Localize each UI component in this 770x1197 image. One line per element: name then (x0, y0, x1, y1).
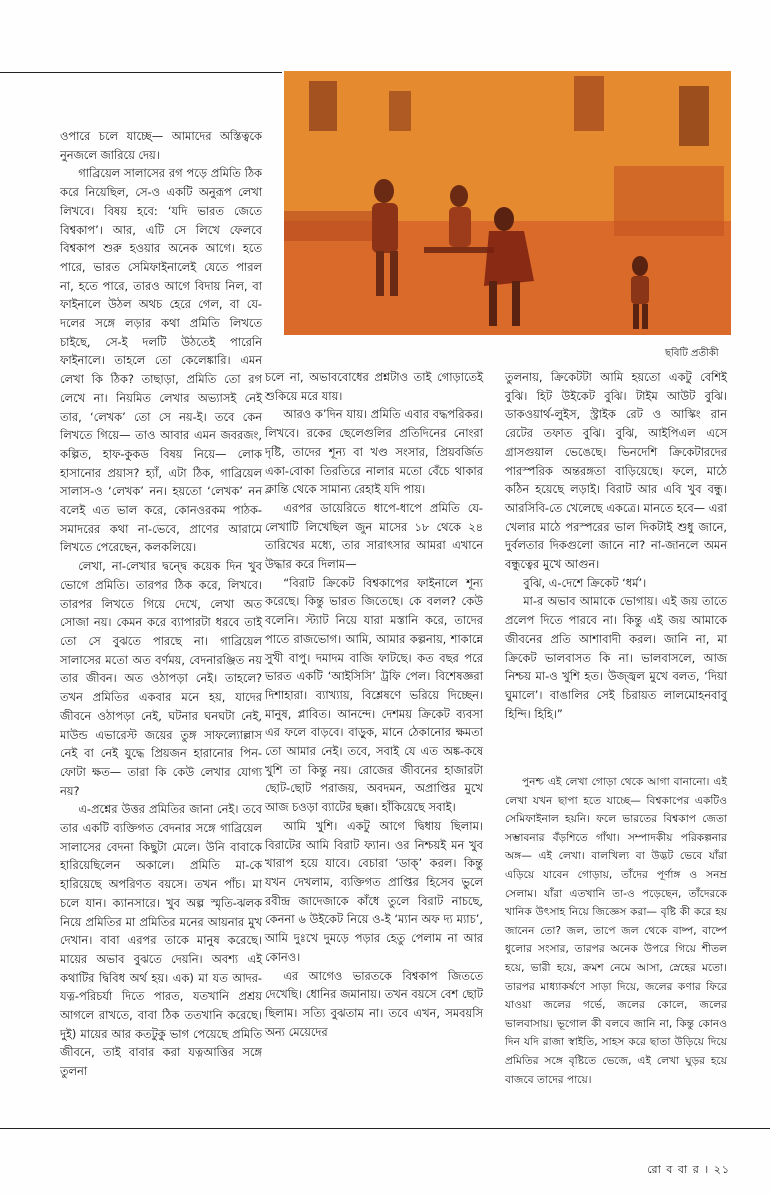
paragraph: এ-প্রশ্নের উত্তর প্রমিতির জানা নেই। তবে তার একটি ব্যক্তিগত বেদনার সঙ্গে গাব্রিয়েল সালাসের বেদনা কিছুটা মেলে। উনি বাবাকে হারিয়েছিলেন অকালে। প্রমিতি মা-কে হারিয়েছে অপরিণত বয়সে। তখন পাঁচ। মা চলে যান। ক্যানসারে। খুব অল্প স্মৃতি-ঝলক নিয়ে প্রমিতির মা প্রমিতির মনের আয়নার মুখ দেখান। বাবা এরপর তাকে মানুষ করেছে। মায়ের অভাব বুঝতে দেয়নি। অবশ্য এই কথাটির দ্বিবিধ অর্থ হয়। এক) মা যত আদর-যত্ন-পরিচর্যা দিতে পারত, যতখানি প্রশ্রয় আগলে রাখতে, বাবা ঠিক ততখানি করেছে। দুই) মায়ের আর কতটুকু ভাগ পেয়েছে প্রমিতি জীবনে, তাই বাবার করা যত্নআত্তির সঙ্গে তুলনা (60, 802, 262, 1079)
article-column-2 (265, 368, 483, 1041)
article-photo (284, 71, 731, 335)
paragraph: গাব্রিয়েল সালাসের রগ পড়ে প্রমিতি ঠিক করে নিয়েছিল, সে-ও একটি অনুরূপ লেখা লিখবে। বিষয় হবে: ‘যদি ভারত জেতে বিশ্বকাপ’। আর, এটি সে লিখে ফেলবে বিশ্বকাপ শুরু হওয়ার অনেক আগে। হতে পারে, ভারত সেমিফাইনালেই যেতে পারল না, হতে পারে, তারও আগে বিদায় নিল, বা ফাইনালে উঠল অথচ হেরে গেল, বা যে-দলের সঙ্গে লড়ার কথা প্রমিতি লিখতে চাইছে, সে-ই দলটি উঠতেই পারেনি ফাইনালে। তাহলে তো কেলেঙ্কারি। এমন লেখা কি ঠিক? তাছাড়া, প্রমিতি তো রগ লেখে না। নিয়মিত লেখার অভ্যাসই নেই তার, ‘লেখক’ তো সে নয়-ই। তবে কেন লিখতে গিয়ে— তাও আবার এমন জবরজং, কল্পিত, হাফ-কুকড বিষয় নিয়ে— লোক হাসানোর প্রয়াস? হ্যাঁ, এটা ঠিক, গাব্রিয়েল সালাস-ও ‘লেখক’ নন। হয়তো ‘লেখক’ নন বলেই এত ভাল করে, কোনওরকম পাঠক-সমাদরের কথা না-ভেবে, প্রাণের আরামে লিখতে পেরেছেন, কলকলিয়ে। (60, 166, 262, 555)
top-rule (0, 72, 282, 73)
paragraph: এর আগেও ভারতকে বিশ্বকাপ জিততে দেখেছি। ধোনির জমানায়। তখন বয়সে বেশ ছোট ছিলাম। সত্যি বুঝতাম না। তবে এখন, সমবয়সি অন্য মেয়েদের (265, 968, 483, 1039)
postscript-paragraph: পুনশ্চ এই লেখা গোড়া থেকে আগা বানানো। এই লেখা যখন ছাপা হতে যাচ্ছে— বিশ্বকাপের একটিও সেমিফাইনাল হয়নি। ফলে ভারতের বিশ্বকাপ জেতা সম্ভাবনার বঁড়শিতে গাঁথা। সম্পাদকীয় পরিকল্পনার অঙ্গ— এই লেখা। বালখিল্য বা উদ্ভট ভেবে যাঁরা এড়িয়ে যাবেন গোড়ায়, তাঁদের পূর্ণাঙ্গ ও সনম্র সেলাম। যাঁরা এতখানি তা-ও পড়েছেন, তাঁদেরকে খানিক উৎসাহ নিয়ে জিজ্ঞেস করা— বৃষ্টি কী করে হয় জানেন তো? জল, তাপে জল থেকে বাষ্প, বাষ্পে ধুলোর সংসার, তারপর অনেক উপরে গিয়ে শীতল হয়ে, ভারী হয়ে, ক্রমশ নেমে আসা, স্নেহের মতো। তারপর মাধ্যাকর্ষণে সাড়া দিয়ে, জলের কণার ফিরে যাওয়া জলের গর্ভে, জলের কোলে, জলের ভালবাসায়। ভূগোল কী বলবে জানি না, কিন্তু কোনও দিন যদি রাজা স্বাইতি, সাহস করে ছাতা উড়িয়ে দিয়ে প্রমিতির সঙ্গে বৃষ্টিতে ভেজে, এই লেখা ঘুড়র হয়ে বাজবে তাদের পায়ে। (505, 776, 727, 1086)
paragraph: বুঝি, এ-দেশে ক্রিকেট ‘ধর্ম’। (523, 575, 647, 590)
paragraph: “বিরাট ক্রিকেট বিশ্বকাপের ফাইনালে শূন্য করেছে। কিন্তু ভারত জিতেছে। কে বলল? কেউ বলেনি। স্ট্যাট নিয়ে যারা মস্তানি করে, তাদের পাতে রাজভোগ। আমি, আমার কল্পনায়, শাকান্নে সুখী বাপু। দমাদম বাজি ফাটছে। কত বছর পরে ভারত একটি ‘আইসিসি’ ট্রফি পেল। বিশেষজ্ঞরা দিশাহারা। ব্যাখ্যায়, বিশ্লেষণে ভরিয়ে দিচ্ছেন। মানুষ, প্লাবিত। আনন্দে। দেশময় ক্রিকেট ব্যবসা এর ফলে বাড়বে। বাড়ুক, মানে ঠেকানোর ক্ষমতা তো আমার নেই। তবে, সবাই যে এত অঙ্ক-কষে খুশি তা কিন্তু নয়। রোজের জীবনের হাজারটা ছোট-ছোট পরাজয়, অবদমন, অপ্রাপ্তির মুখে আজ চওড়া ব্যাটের ছক্কা। হাঁকিয়েছে সবাই। (265, 575, 483, 815)
paragraph: আরও ক’দিন যায়। প্রমিতি এবার বদ্ধপরিকর। লিখবে। রকের ছেলেগুলির প্রতিদিনের নোংরা দৃষ্টি, তাদের শূন্য বা খণ্ড সংসার, প্রিয়বর্জিত একা-বোকা তিরতিরে নালার মতো বেঁচে থাকার ক্লান্তি থেকে সামান্য রেহাই যদি পায়। (265, 407, 483, 497)
paragraph: তুলনায়, ক্রিকেটটা আমি হয়তো একটু বেশিই বুঝি। হিট উইকেট বুঝি। টাইম আউট বুঝি। ডাকওয়ার্থ-লুইস, স্ট্রাইক রেট ও আস্কিং রান রেটের তফাত বুঝি। বুঝি, আইপিএল এসে গ্রাসগুয়াল ভেঙেছে। ভিনদেশি ক্রিকেটারদের পারস্পরিক অন্তরঙ্গতা বাড়িয়েছে। ফলে, মাঠে কঠিন হয়েছে লড়াই। বিরাট আর এবি খুব বন্ধু। আরসিবি-তে খেলেছে একত্রে। মানতে হবে— এরা খেলার মাঠে পরস্পরের ভাল দিকটাই শুধু জানে, দুর্বলতার দিকগুলো জানে না? না-জানলে অমন বন্ধুত্বের মুখে আগুন। (505, 370, 727, 572)
page-footer: রো ব বা র । ২১ (647, 1163, 730, 1176)
street-scene-image (284, 71, 731, 335)
article-column-3 (505, 368, 727, 723)
article-column-1 (60, 127, 262, 1081)
bottom-rule (0, 1128, 770, 1129)
paragraph: আমি খুশি। একটু আগে দ্বিধায় ছিলাম। বিরাটের আমি বিরাট ফ্যান। ওর নিশ্চয়ই মন খুব খারাপ হয়ে যাবে। বেচারা ‘ডাক্’ করল। কিন্তু যখন দেখলাম, ব্যক্তিগত প্রাপ্তির হিসেব ভুলে রবীন্দ্র জাদেজাকে কাঁধে তুলে বিরাট নাচছে, কেননা ৬ উইকেট নিয়ে ও-ই ‘ম্যান অফ দ্য ম্যাচ’, আমি দুঃখে দুমড়ে পড়ার হেতু পেলাম না আর কোনও। (265, 818, 483, 964)
postscript-column (505, 773, 727, 1089)
paragraph: মা-র অভাব আমাকে ভোগায়। এই জয় তাতে প্রলেপ দিতে পারবে না। কিন্তু এই জয় আমাকে জীবনের প্রতি আশাবাদী করল। জানি না, মা ক্রিকেট ভালবাসত কি না। ভালবাসলে, আজ নিশ্চয় মা-ও খুশি হত। উজ্জ্বল মুখে বলত, ‘দিয়া ঘুমালে’। বাঙালির সেই চিরায়ত লালমোহনবাবু হিন্দি। হিহি।” (505, 594, 727, 721)
paragraph: ওপারে চলে যাচ্ছে— আমাদের অস্তিত্বকে নুনজলে জারিয়ে দেয়। (60, 129, 262, 162)
paragraph: এরপর ডায়েরিতে ধাপে-ধাপে প্রমিতি যে-লেখাটি লিখেছিল জুন মাসের ১৮ থেকে ২৪ তারিখের মধ্যে, তার সারাৎসার আমরা এখানে উদ্ধার করে দিলাম— (265, 500, 483, 572)
paragraph: চলে না, অভাববোধের প্রশ্নটাও তাই গোড়াতেই শুকিয়ে মরে যায়। (265, 370, 483, 403)
paragraph: লেখা, না-লেখার দ্বন্দ্বে কয়েক দিন খুব ভোগে প্রমিতি। তারপর ঠিক করে, লিখবে। তারপর লিখতে গিয়ে দেখে, লেখা অত সোজা নয়। কেমন করে ব্যাপারটা ধরবে তাই তো সে বুঝতে পারছে না। গাব্রিয়েল সালাসের মতো অত বর্ণময়, বেদনারঞ্জিত নয় তার জীবন। অত ওঠাপড়া নেই। তাহলে? তখন প্রমিতির একবার মনে হয়, যাদের জীবনে ওঠাপড়া নেই, ঘটনার ঘনঘটা নেই, মাউন্ড এভারেস্ট জয়ের তুঙ্গ সাফল্যোল্লাস নেই বা নেই যুদ্ধে প্রিয়জন হারানোর পিন-ফোটা ক্ষত— তারা কি কেউ লেখার যোগ্য নয়? (60, 559, 262, 798)
photo-caption: ছবিটি প্রতীকী (665, 348, 719, 359)
